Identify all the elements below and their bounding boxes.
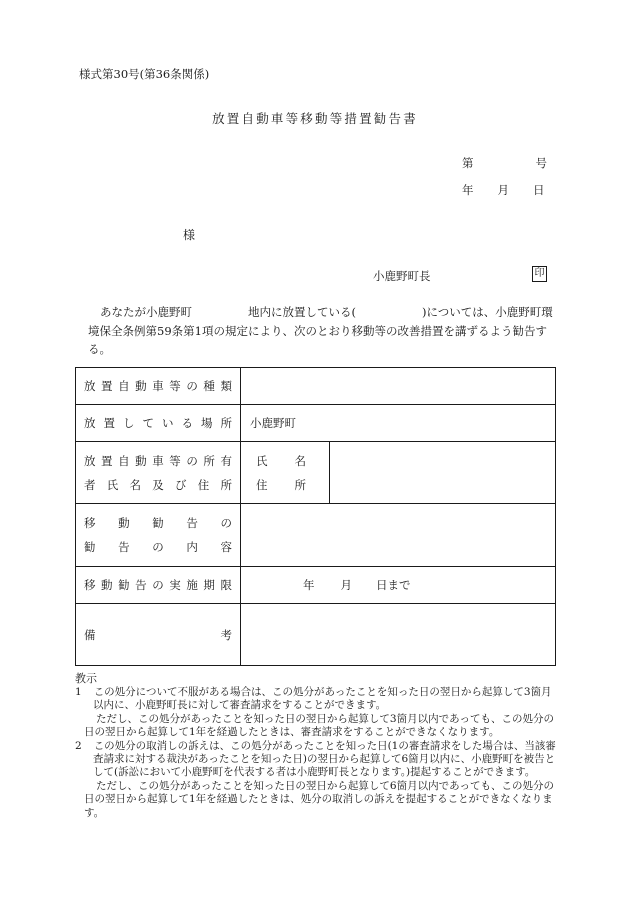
owner-label-line-2: 者氏名及び住所 (84, 477, 232, 492)
notice-item-2-text: この処分の取消しの訴えは、この処分があったことを知った日(1の審査請求をした場合は、当該審査請求に対する裁決があったことを知った日)の翌日から起算して6箇月以内に、小鹿野町を被告として(訴訟において小鹿野町を代表する者は小鹿野町長となります。)提起することができます。 (93, 739, 556, 779)
table-row (76, 405, 556, 442)
content-label (76, 504, 241, 567)
remarks-label: 備考 (76, 604, 241, 666)
document-title: 放置自動車等移動等措置勧告書 (212, 111, 418, 126)
remarks-value (241, 604, 556, 666)
issuer-name: 小鹿野町長 (373, 269, 431, 283)
info-table (75, 367, 556, 666)
period-value (241, 567, 556, 604)
notice-item-1-proviso: ただし、この処分があったことを知った日の翌日から起算して3箇月以内であっても、この処分の日の翌日から起算して1年を経過したときは、審査請求をすることができなくなります。 (84, 712, 554, 739)
table-row (76, 567, 556, 604)
owner-label (76, 442, 241, 504)
notice-item-2 (75, 740, 559, 780)
period-year: 年 (303, 578, 315, 592)
period-until: 日まで (376, 578, 411, 592)
body-part-2: 地内に放置している( (248, 305, 356, 319)
notice-heading: 教示 (75, 672, 97, 685)
table-row (76, 504, 556, 567)
owner-value (330, 442, 556, 504)
place-label: 放置している場所 (76, 405, 241, 442)
table-row (76, 368, 556, 405)
type-value (241, 368, 556, 405)
owner-label-line-1: 放置自動車等の所有 (84, 453, 232, 468)
period-month: 月 (340, 578, 352, 592)
table-row (76, 442, 556, 504)
notice-item-2-proviso: ただし、この処分があったことを知った日の翌日から起算して6箇月以内であっても、この処分の日の翌日から起算して1年を経過したときは、処分の取消しの訴えを提起することができなくなります。 (84, 779, 554, 819)
notice-item-1-number: 1 (75, 686, 82, 698)
body-part-3: )については、小鹿野町環境保全条例第59条第1項の規定により、次のとおり移動等の改善措置を講ずるよう勧告する。 (88, 305, 553, 356)
table-row (76, 604, 556, 666)
recipient-suffix: 様 (183, 228, 196, 242)
document-number-line (462, 155, 547, 171)
seal-mark: 印 (532, 266, 547, 282)
place-value: 小鹿野町 (241, 405, 556, 442)
date-day: 日 (533, 183, 545, 197)
owner-address-label: 住所 (256, 477, 306, 492)
owner-sub-labels (241, 442, 330, 504)
number-prefix: 第 (462, 156, 474, 170)
content-label-line-2: 勧告の内容 (84, 540, 232, 554)
body-part-1: あなたが小鹿野町 (100, 305, 192, 319)
notice-text (75, 686, 559, 820)
form-number: 様式第30号(第36条関係) (79, 67, 210, 81)
date-month: 月 (497, 183, 509, 197)
content-label-line-1: 移動勧告の (84, 516, 232, 530)
owner-name-label: 氏名 (256, 453, 306, 468)
number-suffix: 号 (535, 156, 547, 170)
notice-item-1 (75, 686, 559, 713)
content-value (241, 504, 556, 567)
issue-date-line (462, 182, 545, 198)
type-label: 放置自動車等の種類 (76, 368, 241, 405)
notice-item-2-number: 2 (75, 739, 82, 752)
date-year: 年 (462, 183, 474, 197)
notice-item-1-text: この処分について不服がある場合は、この処分があったことを知った日の翌日から起算して3箇月以内に、小鹿野町長に対して審査請求をすることができます。 (93, 686, 552, 712)
body-paragraph (88, 303, 560, 359)
period-label: 移動勧告の実施期限 (76, 567, 241, 604)
